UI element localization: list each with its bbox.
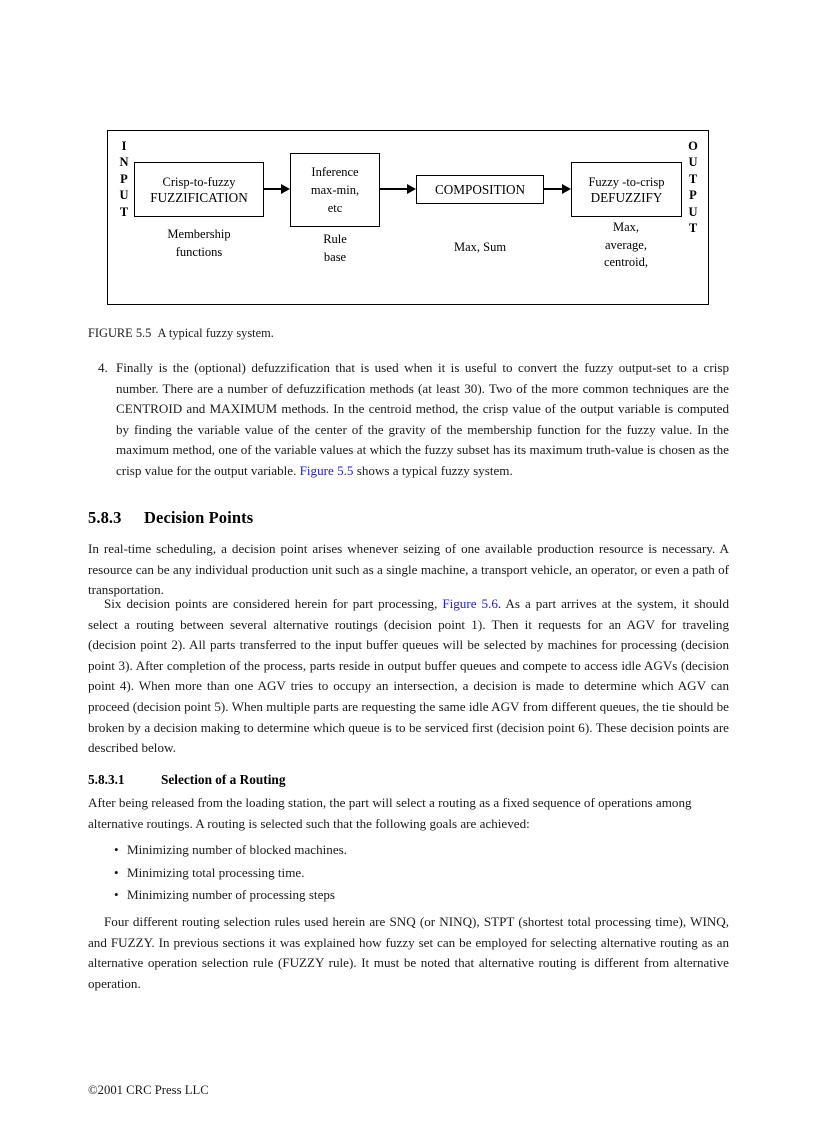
inference-line-2: max-min, — [310, 183, 360, 197]
output-letter-u: U — [688, 155, 698, 170]
defuzzify-line-2: DEFUZZIFY — [590, 189, 663, 205]
figure-box-inference — [290, 153, 380, 227]
fuzzification-line-1: Crisp-to-fuzzy — [162, 174, 236, 189]
six-part-2: . As a part arrives at the system, it should select a routing between several alternative routings (decision point 1). Then it requests for an AGV for traveling (decision point 2). All parts transferred to the input buffer queues will be selected by machines for processing (decision point 3). After completion of the process, parts reside in output buffer queues and compete to access idle AGVs (decision point 4). When more than one AGV tries to occupy an intersection, a decision is made to determine which AGV can proceed (decision point 5). When multiple parts are requesting the same idle AGV from different queues, the tie should be broken by a decision making to determine which queue is to be serviced first (decision point 6). These decision points are described below. — [88, 596, 729, 756]
paragraph-routing-selection-rules: Four different routing selection rules used herein are SNQ (or NINQ), STPT (shortest total processing time), WINQ, and FUZZY. In previous sections it was explained how fuzzy set can be employed for selecting alternative routing as an alternative operation selection rule (FUZZY rule). It must be noted that alternative routing is different from alternative operation. — [88, 914, 729, 991]
bullet-text: Minimizing total processing time. — [127, 864, 305, 880]
subsection-title: Selection of a Routing — [161, 772, 286, 787]
output-letter-u2: U — [688, 204, 698, 219]
list-item — [88, 862, 729, 885]
figure-caption-rule-base — [292, 231, 378, 266]
output-letter-p: P — [689, 188, 697, 203]
figure-caption — [88, 325, 728, 341]
inference-line-3: etc — [327, 201, 343, 215]
fuzzification-line-2: FUZZIFICATION — [150, 189, 248, 205]
figure-box-defuzzify — [571, 162, 682, 217]
paragraph-routing-selection: After being released from the loading station, the part will select a routing as a fixed sequence of operations among alternative routings. A routing is selected such that the following goals are achieved: — [88, 795, 692, 831]
figure-5-6-crossref-link[interactable]: Figure 5.6 — [442, 596, 498, 611]
figure-caption-defuzz-methods — [563, 219, 689, 272]
section-number: 5.8.3 — [88, 508, 122, 527]
figure-5-5-crossref-link[interactable]: Figure 5.5 — [299, 462, 354, 478]
list-item — [88, 358, 729, 482]
list-item-marker: 4. — [98, 360, 108, 375]
bullet-icon: • — [114, 864, 119, 880]
input-letter-t: T — [119, 204, 129, 219]
input-letter-u: U — [119, 188, 129, 203]
list-item — [88, 839, 729, 862]
composition-line-1: COMPOSITION — [434, 181, 526, 197]
arrow-icon-inference-to-composition — [380, 184, 416, 194]
figure-box-fuzzification — [134, 162, 264, 217]
figure-caption-label: FIGURE 5.5 — [88, 326, 152, 340]
figure-input-label — [116, 138, 132, 220]
membership-line-1: Membership — [167, 227, 231, 241]
output-letter-o: O — [688, 139, 698, 153]
figure-5-5-diagram — [107, 130, 709, 305]
input-letter-p: P — [120, 171, 128, 186]
paragraph-six-decision-points — [88, 594, 729, 759]
list-item-text-part1: Finally is the (optional) defuzzification that is used when it is useful to convert the fuzzy output-set to a crisp number. There are a number of defuzzification methods (at least 30). Two of the more common techniques are the CENTROID and MAXIMUM methods. In the centroid method, the crisp value of the output variable is computed by finding the variable value of the center of the gravity of the membership function for the fuzzy value. In the maximum method, one of the variable values at which the fuzzy subset has its maximum truth-value is chosen as the crisp value for the output variable. — [116, 360, 729, 478]
defuzzify-line-1: Fuzzy -to-crisp — [588, 174, 665, 189]
bullet-icon: • — [114, 887, 119, 902]
bullet-icon: • — [114, 842, 119, 857]
bullet-text: Minimizing number of processing steps — [127, 887, 336, 902]
list-item-text-part2: shows a typical fuzzy system. — [353, 462, 513, 478]
bullet-text: Minimizing number of blocked machines. — [127, 842, 347, 857]
arrow-icon-fuzzification-to-inference — [264, 184, 290, 194]
section-title: Decision Points — [144, 508, 254, 527]
bullet-list-goals — [88, 839, 729, 907]
numbered-list — [88, 358, 729, 482]
max-sum-line-1: Max, Sum — [453, 240, 507, 254]
figure-caption-text: A typical fuzzy system. — [157, 326, 274, 340]
copyright-notice: ©2001 CRC Press LLC — [88, 1083, 209, 1097]
section-heading-5-8-3 — [88, 507, 253, 528]
paragraph-decision-point-definition: In real-time scheduling, a decision point arises whenever seizing of one available production resource is necessary. A resource can be any individual production unit such as a single machine, a transport vehicle, an operator, or even a path of transportation. — [88, 541, 729, 598]
input-letter-n: N — [119, 155, 129, 170]
defuzz-methods-line-2: average, — [605, 237, 647, 252]
defuzz-methods-line-1: Max, — [612, 220, 640, 234]
inference-line-1: Inference — [311, 165, 359, 179]
figure-caption-max-sum — [413, 239, 547, 257]
rule-base-line-1: Rule — [323, 232, 347, 246]
subsection-heading-5-8-3-1 — [88, 771, 285, 789]
rule-base-line-2: base — [323, 249, 347, 264]
output-letter-t2: T — [688, 221, 698, 236]
figure-caption-membership — [138, 226, 260, 261]
membership-line-2: functions — [175, 244, 223, 259]
six-part-1: Six decision points are considered herein for part processing, — [104, 596, 443, 611]
figure-box-composition — [416, 175, 544, 204]
list-item — [88, 884, 729, 907]
input-letter-i: I — [121, 139, 127, 153]
output-letter-t: T — [688, 171, 698, 186]
defuzz-methods-line-3: centroid, — [603, 255, 649, 269]
arrow-icon-composition-to-defuzzify — [544, 184, 571, 194]
subsection-number: 5.8.3.1 — [88, 772, 125, 787]
